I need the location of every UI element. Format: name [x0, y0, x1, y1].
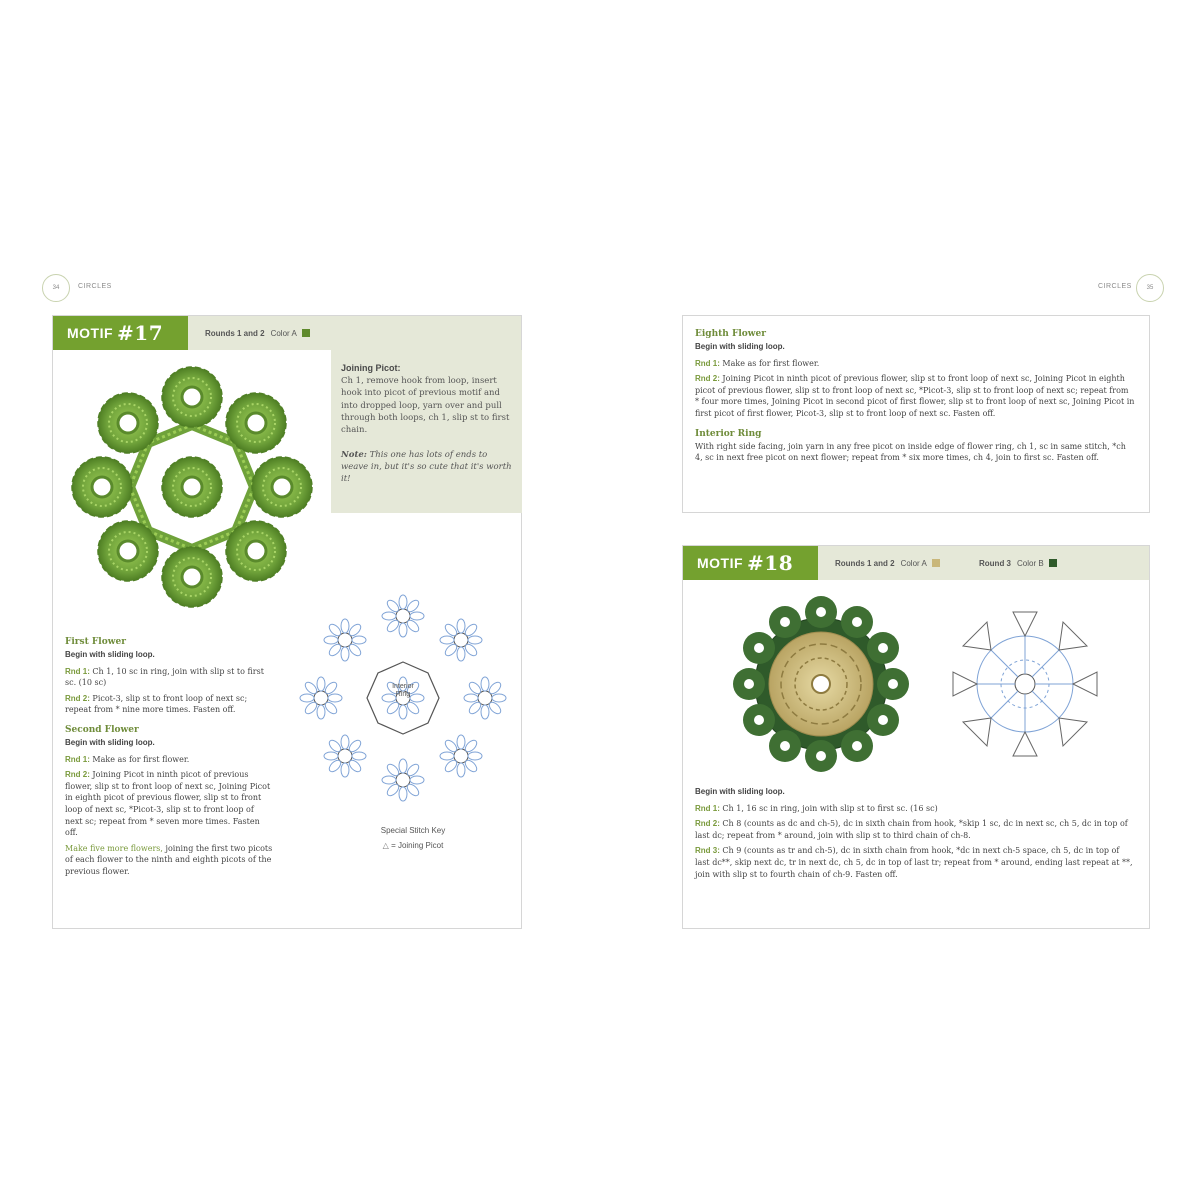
motif-18-chart	[939, 598, 1111, 770]
make-lead: Make five more flowers,	[65, 843, 163, 853]
interior-ring-label-1: Interior	[392, 683, 414, 690]
second-flower-rnd2	[65, 769, 273, 839]
make-more-flowers	[65, 843, 273, 878]
second-flower-rnd1	[65, 754, 273, 766]
motif-18-rounds-a	[835, 546, 940, 580]
rnd-text: Ch 8 (counts as dc and ch-5), dc in sixth chain from hook, *skip 1 sc, dc in next sc, ch 5, dc in top of last dc; repeat from * around, join with slip st to third chain of ch-8.	[695, 819, 1128, 840]
second-flower-title: Second Flower	[65, 725, 139, 736]
joining-picot-title: Joining Picot:	[341, 363, 401, 373]
eighth-flower-section	[695, 320, 1135, 468]
make-rest: joining the first two picots of each flower to the ninth and eighth picots of the previous flower.	[65, 843, 273, 876]
eighth-flower-rnd1	[695, 358, 1135, 370]
rnd-label: Rnd 2:	[695, 819, 720, 829]
rnd-label: Rnd 2:	[695, 374, 720, 384]
first-flower-rnd1	[65, 666, 273, 689]
motif-18-rnd2	[695, 818, 1135, 841]
joining-picot-body: Ch 1, remove hook from loop, insert hook into picot of previous motif and into dropped loop, yarn over and pull through both loops, ch 1, slip st to first chain.	[341, 376, 510, 436]
rnd-text: Ch 9 (counts as tr and ch-5), dc in sixth chain from hook, *dc in next ch-5 space, ch 5, dc in top of last dc**, skip next dc, tr in next dc, ch 5, dc in top of last tr; repeat from * around, ending last repeat at **, join with slip st to fourth chain of ch-9. Fasten off.	[695, 846, 1133, 879]
motif-18-photo	[733, 596, 909, 772]
first-flower-title: First Flower	[65, 637, 126, 647]
key-item	[353, 841, 473, 850]
rounds-label: Rounds 1 and 2	[835, 558, 895, 568]
rnd-text: Joining Picot in ninth picot of previous flower, slip st to front loop of next sc, Joining Picot in eighth picot of previous flower, slip st to front loop of next sc, *Picot-3, slip st to front loop of next sc; repeat from * seven more times. Fasten off.	[65, 770, 271, 838]
rnd-label: Rnd 2:	[65, 770, 90, 780]
motif-17-panel	[52, 315, 522, 929]
color-label: Color B	[1017, 558, 1044, 568]
motif-17-continued-panel	[682, 315, 1150, 513]
rnd-text: Picot-3, slip st to front loop of next sc; repeat from * nine more times. Fasten off.	[65, 693, 248, 715]
note-body: This one has lots of ends to weave in, but it's so cute that it's worth it!	[341, 449, 512, 485]
rnd-label: Rnd 1:	[65, 754, 90, 764]
key-item-text: = Joining Picot	[391, 841, 444, 850]
first-flower-rnd2	[65, 693, 273, 716]
rounds-label: Rounds 1 and 2	[205, 328, 265, 338]
joining-picot-symbol-icon: △	[382, 841, 389, 850]
color-swatch	[302, 329, 310, 337]
interior-ring-label-2: Ring	[395, 691, 411, 699]
motif-17-rounds	[205, 316, 310, 350]
page-number-left: 34	[42, 274, 70, 302]
color-swatch-a	[932, 559, 940, 567]
rnd-text: Make as for first flower.	[89, 754, 190, 764]
motif-17-instructions	[65, 628, 273, 882]
motif-18-label: MOTIF	[697, 555, 744, 571]
motif-18-rnd1	[695, 803, 1135, 815]
motif-17-number: #17	[117, 321, 164, 345]
motif-17-label: MOTIF	[67, 325, 114, 341]
motif-18-begin: Begin with sliding loop.	[695, 787, 785, 796]
rnd-label: Rnd 1:	[695, 358, 720, 368]
motif-17-tag	[53, 316, 188, 350]
joining-picot-note	[331, 350, 522, 513]
eighth-flower-title: Eighth Flower	[695, 329, 766, 339]
running-head-left: CIRCLES	[78, 283, 112, 290]
rnd-label: Rnd 1:	[695, 803, 720, 813]
running-head-right: CIRCLES	[1098, 283, 1132, 290]
rnd-label: Rnd 2:	[65, 693, 90, 703]
rnd-text: Ch 1, 10 sc in ring, join with slip st to first sc. (10 sc)	[65, 666, 264, 688]
interior-ring-label	[373, 683, 433, 700]
page-number-right: 35	[1136, 274, 1164, 302]
motif-17-photo	[59, 362, 325, 612]
key-title: Special Stitch Key	[380, 826, 446, 835]
interior-ring-body: With right side facing, join yarn in any free picot on inside edge of flower ring, ch 1, sc in same stitch, *ch 4, sc in next free picot on next flower; repeat from * six more times, ch 4, join to first sc. Fasten off.	[695, 441, 1126, 463]
motif-18-number: #18	[747, 551, 794, 575]
rnd-text: Make as for first flower.	[719, 358, 820, 368]
special-stitch-key	[353, 826, 473, 850]
interior-ring-title: Interior Ring	[695, 428, 762, 439]
color-label: Color A	[270, 328, 297, 338]
first-flower-begin: Begin with sliding loop.	[65, 650, 155, 660]
color-label: Color A	[900, 558, 927, 568]
motif-18-rnd3	[695, 845, 1135, 880]
motif-18-instructions	[695, 786, 1135, 884]
rnd-label: Rnd 3:	[695, 846, 720, 856]
eighth-flower-rnd2	[695, 373, 1135, 419]
note-label: Note:	[341, 449, 367, 460]
motif-18-tag	[683, 546, 818, 580]
second-flower-begin: Begin with sliding loop.	[65, 738, 155, 748]
rnd-text: Joining Picot in ninth picot of previous flower, slip st to front loop of next sc, Joining Picot in eighth picot of previous flower, slip st to front loop of next sc, *Picot-3, slip st to front loop of next sc; repeat from * four more times, Joining Picot in second picot of first flower, slip st to front loop of next sc, Joining Picot in first picot of first flower, Picot-3, slip st to front loop of next sc. Fasten off.	[695, 374, 1135, 419]
motif-18-panel	[682, 545, 1150, 929]
eighth-flower-begin: Begin with sliding loop.	[695, 342, 785, 352]
rnd-label: Rnd 1:	[65, 666, 90, 676]
color-swatch-b	[1049, 559, 1057, 567]
note-text	[341, 449, 512, 486]
motif-18-rounds-b	[979, 546, 1057, 580]
rounds-label: Round 3	[979, 558, 1011, 568]
rnd-text: Ch 1, 16 sc in ring, join with slip st to first sc. (16 sc)	[719, 803, 938, 813]
